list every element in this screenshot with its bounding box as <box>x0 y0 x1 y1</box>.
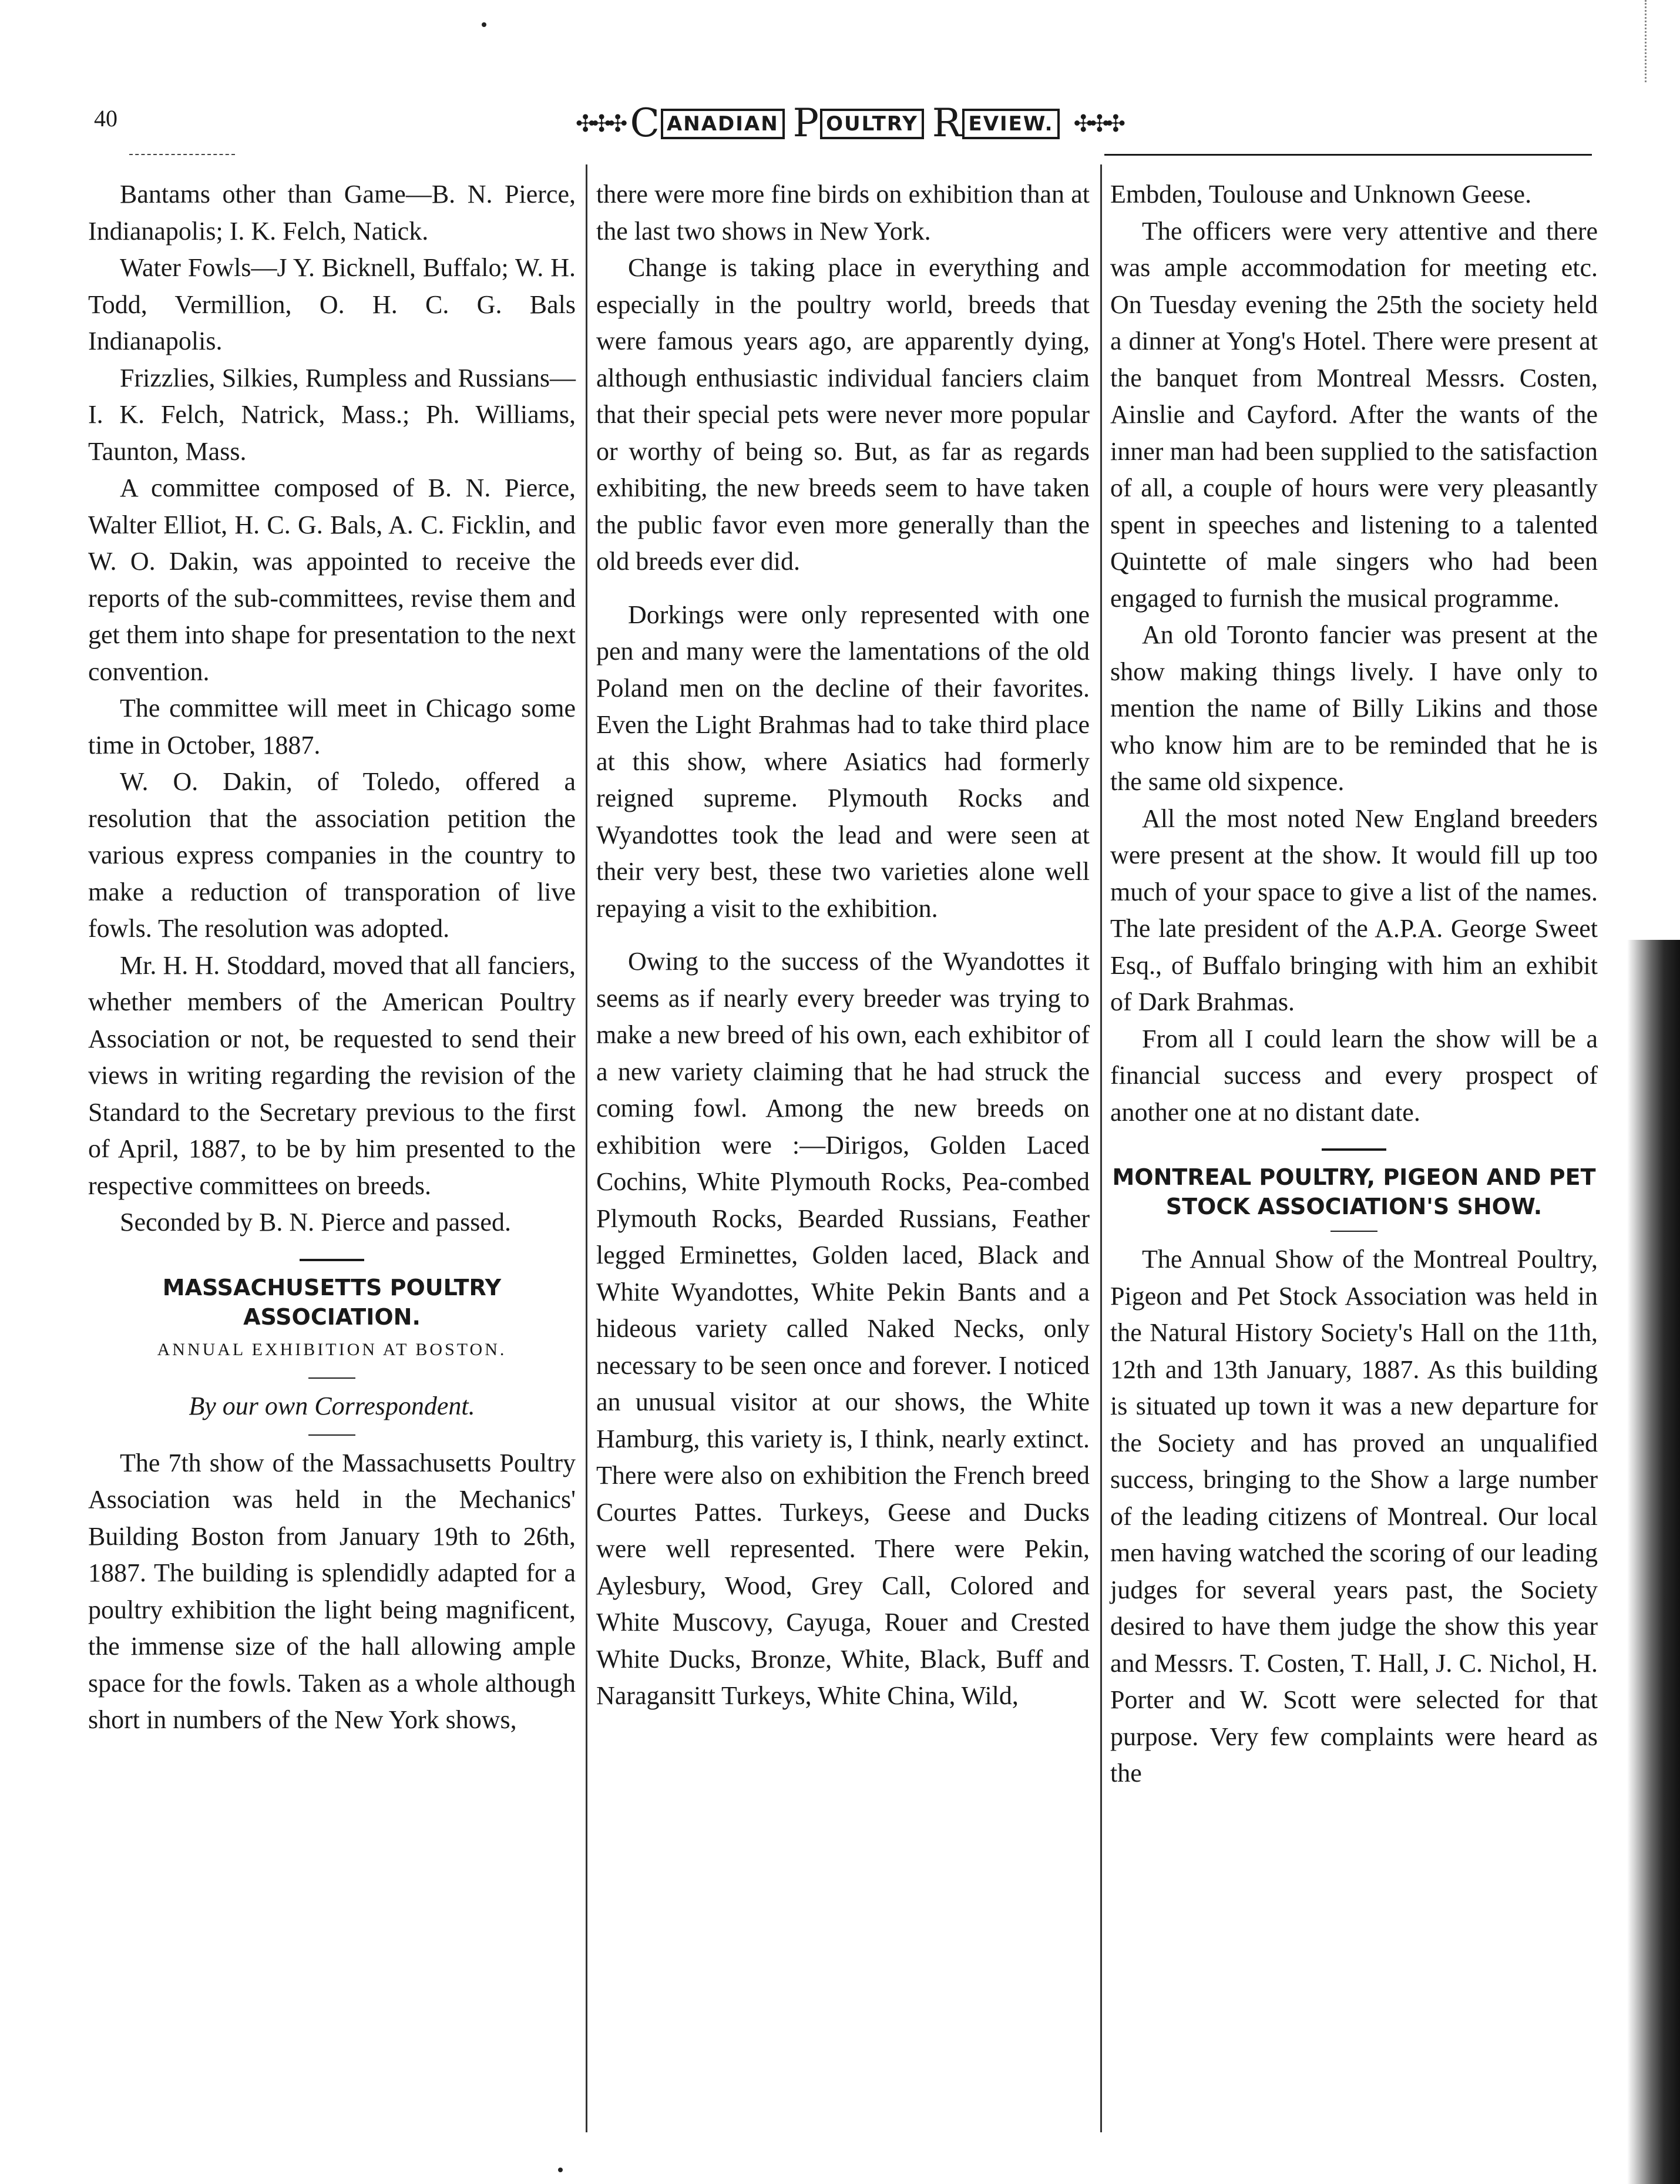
paragraph: Water Fowls—J Y. Bicknell, Buffalo; W. H. Todd, Vermillion, O. H. C. G. Bals Indianapolis. <box>88 253 576 355</box>
paragraph: From all I could learn the show will be a financial success and every prospect of another one at no distant date. <box>1110 1024 1598 1127</box>
masthead-p: P <box>792 100 821 146</box>
binding-shadow <box>1627 940 1680 2184</box>
paragraph: Bantams other than Game—B. N. Pierce, Indianapolis; I. K. Felch, Natick. <box>88 180 576 246</box>
section-heading: MASSACHUSETTS POULTRY ASSOCIATION. <box>162 1274 502 1330</box>
header-rule-left <box>129 154 235 155</box>
paragraph: Owing to the success of the Wyandottes it seems as if nearly every breeder was trying to make a new breed of his own, each exhibitor of a new variety claiming that he had struck the coming fowl. Among the new breeds on exhibition were :—Dirigos, Golden Laced Cochins, White Plymouth Rocks, Pea-combed Plymouth Rocks, Bearded Russians, Feather legged Erminettes, Golden laced, Black and White Wyandottes, White Pekin Bants and a hideous variety called Naked Necks, only necessary to be seen once and forever. I noticed an unusual visitor at our shows, the White Hamburg, this variety is, I think, nearly extinct. There were also on exhibition the French breed Courtes Pattes. Turkeys, Geese and Ducks were well represented. There were Pekin, Aylesbury, Wood, Grey Call, Colored and White Muscovy, Cayuga, Rouer and Crested White Ducks, Bronze, White, Black, Buff and Naragansitt Turkeys, White China, Wild, <box>596 947 1090 1710</box>
paragraph: Dorkings were only represented with one pen and many were the lamentations of the old Poland men on the decline of their favorites. Even the Light Brahmas had to take third place at this show, where Asiatics had formerly reigned supreme. Plymouth Rocks and Wyandottes took the lead and were seen at their very best, these two varieties alone well repaying a visit to the exhibition. <box>596 600 1090 923</box>
spacer <box>596 927 1090 943</box>
divider <box>308 1434 355 1436</box>
paragraph: Seconded by B. N. Pierce and passed. <box>120 1208 511 1237</box>
divider <box>1330 1231 1377 1232</box>
masthead-c: C <box>630 100 661 146</box>
print-speck <box>558 2168 563 2172</box>
spacer <box>596 580 1090 597</box>
paragraph: Embden, Toulouse and Unknown Geese. <box>1110 180 1532 209</box>
ornament-right-icon: ✣✣✣ <box>1073 110 1123 137</box>
header-rule <box>1104 154 1592 156</box>
masthead-word-1: ANADIAN <box>661 109 785 139</box>
section-subheading: ANNUAL EXHIBITION AT BOSTON. <box>157 1339 507 1359</box>
section-divider <box>1322 1148 1386 1151</box>
paragraph: An old Toronto fancier was present at the show making things lively. I have only to mention the name of Billy Likins and those who know him are to be reminded that he is the same old sixpence. <box>1110 620 1598 796</box>
masthead-title <box>624 100 1073 146</box>
column-3 <box>1110 176 1598 1792</box>
paragraph: The 7th show of the Massachusetts Poultry Association was held in the Mechanics' Building Boston from January 19th to 26th, 1887. The building is splendidly adapted for a poultry exhibition the light being magnificent, the immense size of the hall allowing ample space for the fowls. Taken as a whole although short in numbers of the New York shows, <box>88 1448 576 1734</box>
column-2 <box>596 176 1090 1715</box>
masthead-word-3: EVIEW. <box>962 109 1059 139</box>
paragraph: The officers were very attentive and there was ample accommodation for meeting etc. On Tuesday evening the 25th the society held a dinner at Yong's Hotel. There were present at the banquet from Montreal Messrs. Costen, Ainslie and Cayford. After the wants of the inner man had been supplied to the satisfaction of all, a couple of hours were very pleasantly spent in speeches and listening to a talented Quintette of male singers who had been engaged to furnish the musical programme. <box>1110 216 1598 613</box>
divider <box>308 1377 355 1379</box>
paragraph: Frizzlies, Silkies, Rumpless and Russians—I. K. Felch, Natrick, Mass.; Ph. Williams, Taunton, Mass. <box>88 363 576 466</box>
masthead <box>552 97 1145 150</box>
paragraph: A committee composed of B. N. Pierce, Walter Elliot, H. C. G. Bals, A. C. Ficklin, and W. O. Dakin, was appointed to receive the reports of the sub-committees, revise them and get them into shape for presentation to the next convention. <box>88 473 576 686</box>
byline: By our own Correspondent. <box>189 1392 475 1420</box>
ornament-left-icon: ✣✣✣ <box>575 110 624 137</box>
masthead-r: R <box>932 100 963 146</box>
page-number: 40 <box>94 105 117 132</box>
paragraph: The Annual Show of the Montreal Poultry, Pigeon and Pet Stock Association was held in the Natural History Society's Hall on the 11th, 12th and 13th January, 1887. As this building is situated up town it was a new departure for the Society and has proved an unqualified success, bringing to the Show a large number of the leading citizens of Montreal. Our local men having watched the scoring of our leading judges for several years past, the Society desired to have them judge the show this year and Messrs. T. Costen, T. Hall, J. C. Nichol, H. Porter and W. Scott were selected for that purpose. Very few complaints were heard as the <box>1110 1245 1598 1787</box>
column-rule-2 <box>1100 164 1102 2132</box>
binding-edge-top <box>1645 0 1650 82</box>
paragraph: The committee will meet in Chicago some time in October, 1887. <box>88 694 576 760</box>
paragraph: Change is taking place in everything and especially in the poultry world, breeds that were famous years ago, are apparently dying, although enthusiastic individual fanciers claim that their special pets were never more popular or worthy of being so. But, as far as regards exhibiting, the new breeds seem to have taken the public favor even more generally than the old breeds ever did. <box>596 253 1090 576</box>
section-divider <box>300 1259 364 1261</box>
column-rule-1 <box>586 164 587 2132</box>
paragraph: there were more fine birds on exhibition than at the last two shows in New York. <box>596 180 1090 246</box>
paragraph: All the most noted New England breeders were present at the show. It would fill up too much of your space to give a list of the names. The late president of the A.P.A. George Sweet Esq., of Buffalo bringing with him an exhibit of Dark Brahmas. <box>1110 804 1598 1016</box>
section-heading: MONTREAL POULTRY, PIGEON AND PET STOCK ASSOCIATION'S SHOW. <box>1112 1164 1596 1219</box>
masthead-word-2: OULTRY <box>820 109 924 139</box>
paragraph: Mr. H. H. Stoddard, moved that all fanciers, whether members of the American Poultry Association or not, be requested to send their views in writing regarding the revision of the Standard to the Secretary previous to the first of April, 1887, to be by him presented to the respective committees on breeds. <box>88 950 576 1200</box>
column-1 <box>88 176 576 1739</box>
print-speck <box>482 22 486 27</box>
paragraph: W. O. Dakin, of Toledo, offered a resolution that the association petition the various express companies in the country to make a reduction of transporation of live fowls. The resolution was adopted. <box>88 767 576 943</box>
